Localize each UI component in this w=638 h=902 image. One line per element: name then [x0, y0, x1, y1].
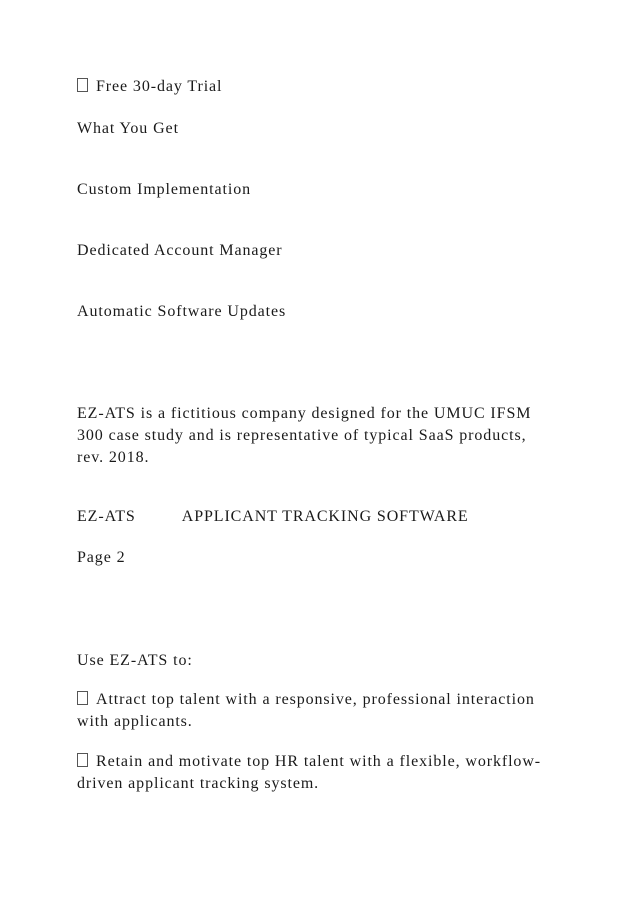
bullet-item — [77, 689, 567, 733]
page-number: Page 2 — [77, 549, 126, 566]
square-bullet-icon — [77, 78, 88, 92]
benefit-item: Dedicated Account Manager — [77, 242, 283, 259]
free-trial-line — [77, 76, 222, 98]
bullet-line: driven applicant tracking system. — [77, 775, 320, 792]
what-you-get-heading: What You Get — [77, 120, 179, 137]
bullet-item — [77, 751, 567, 795]
brand-name: EZ-ATS — [77, 508, 136, 525]
bullet-line: Retain and motivate top HR talent with a flexible, workflow- — [77, 751, 567, 773]
running-header — [77, 506, 469, 528]
bullet-line: Attract top talent with a responsive, professional interaction — [77, 689, 567, 711]
disclaimer-line: rev. 2018. — [77, 449, 150, 466]
benefit-item: Automatic Software Updates — [77, 303, 287, 320]
header-subtitle: APPLICANT TRACKING SOFTWARE — [181, 508, 469, 525]
benefit-item: Custom Implementation — [77, 181, 251, 198]
square-bullet-icon — [77, 691, 88, 705]
bullet-line: with applicants. — [77, 713, 193, 730]
disclaimer-line: 300 case study and is representative of typical SaaS products, — [77, 427, 527, 444]
disclaimer-paragraph — [77, 403, 567, 469]
square-bullet-icon — [77, 753, 88, 767]
free-trial-text: Free 30-day Trial — [96, 78, 223, 95]
disclaimer-line: EZ-ATS is a fictitious company designed for the UMUC IFSM — [77, 405, 532, 422]
use-intro: Use EZ-ATS to: — [77, 652, 193, 669]
